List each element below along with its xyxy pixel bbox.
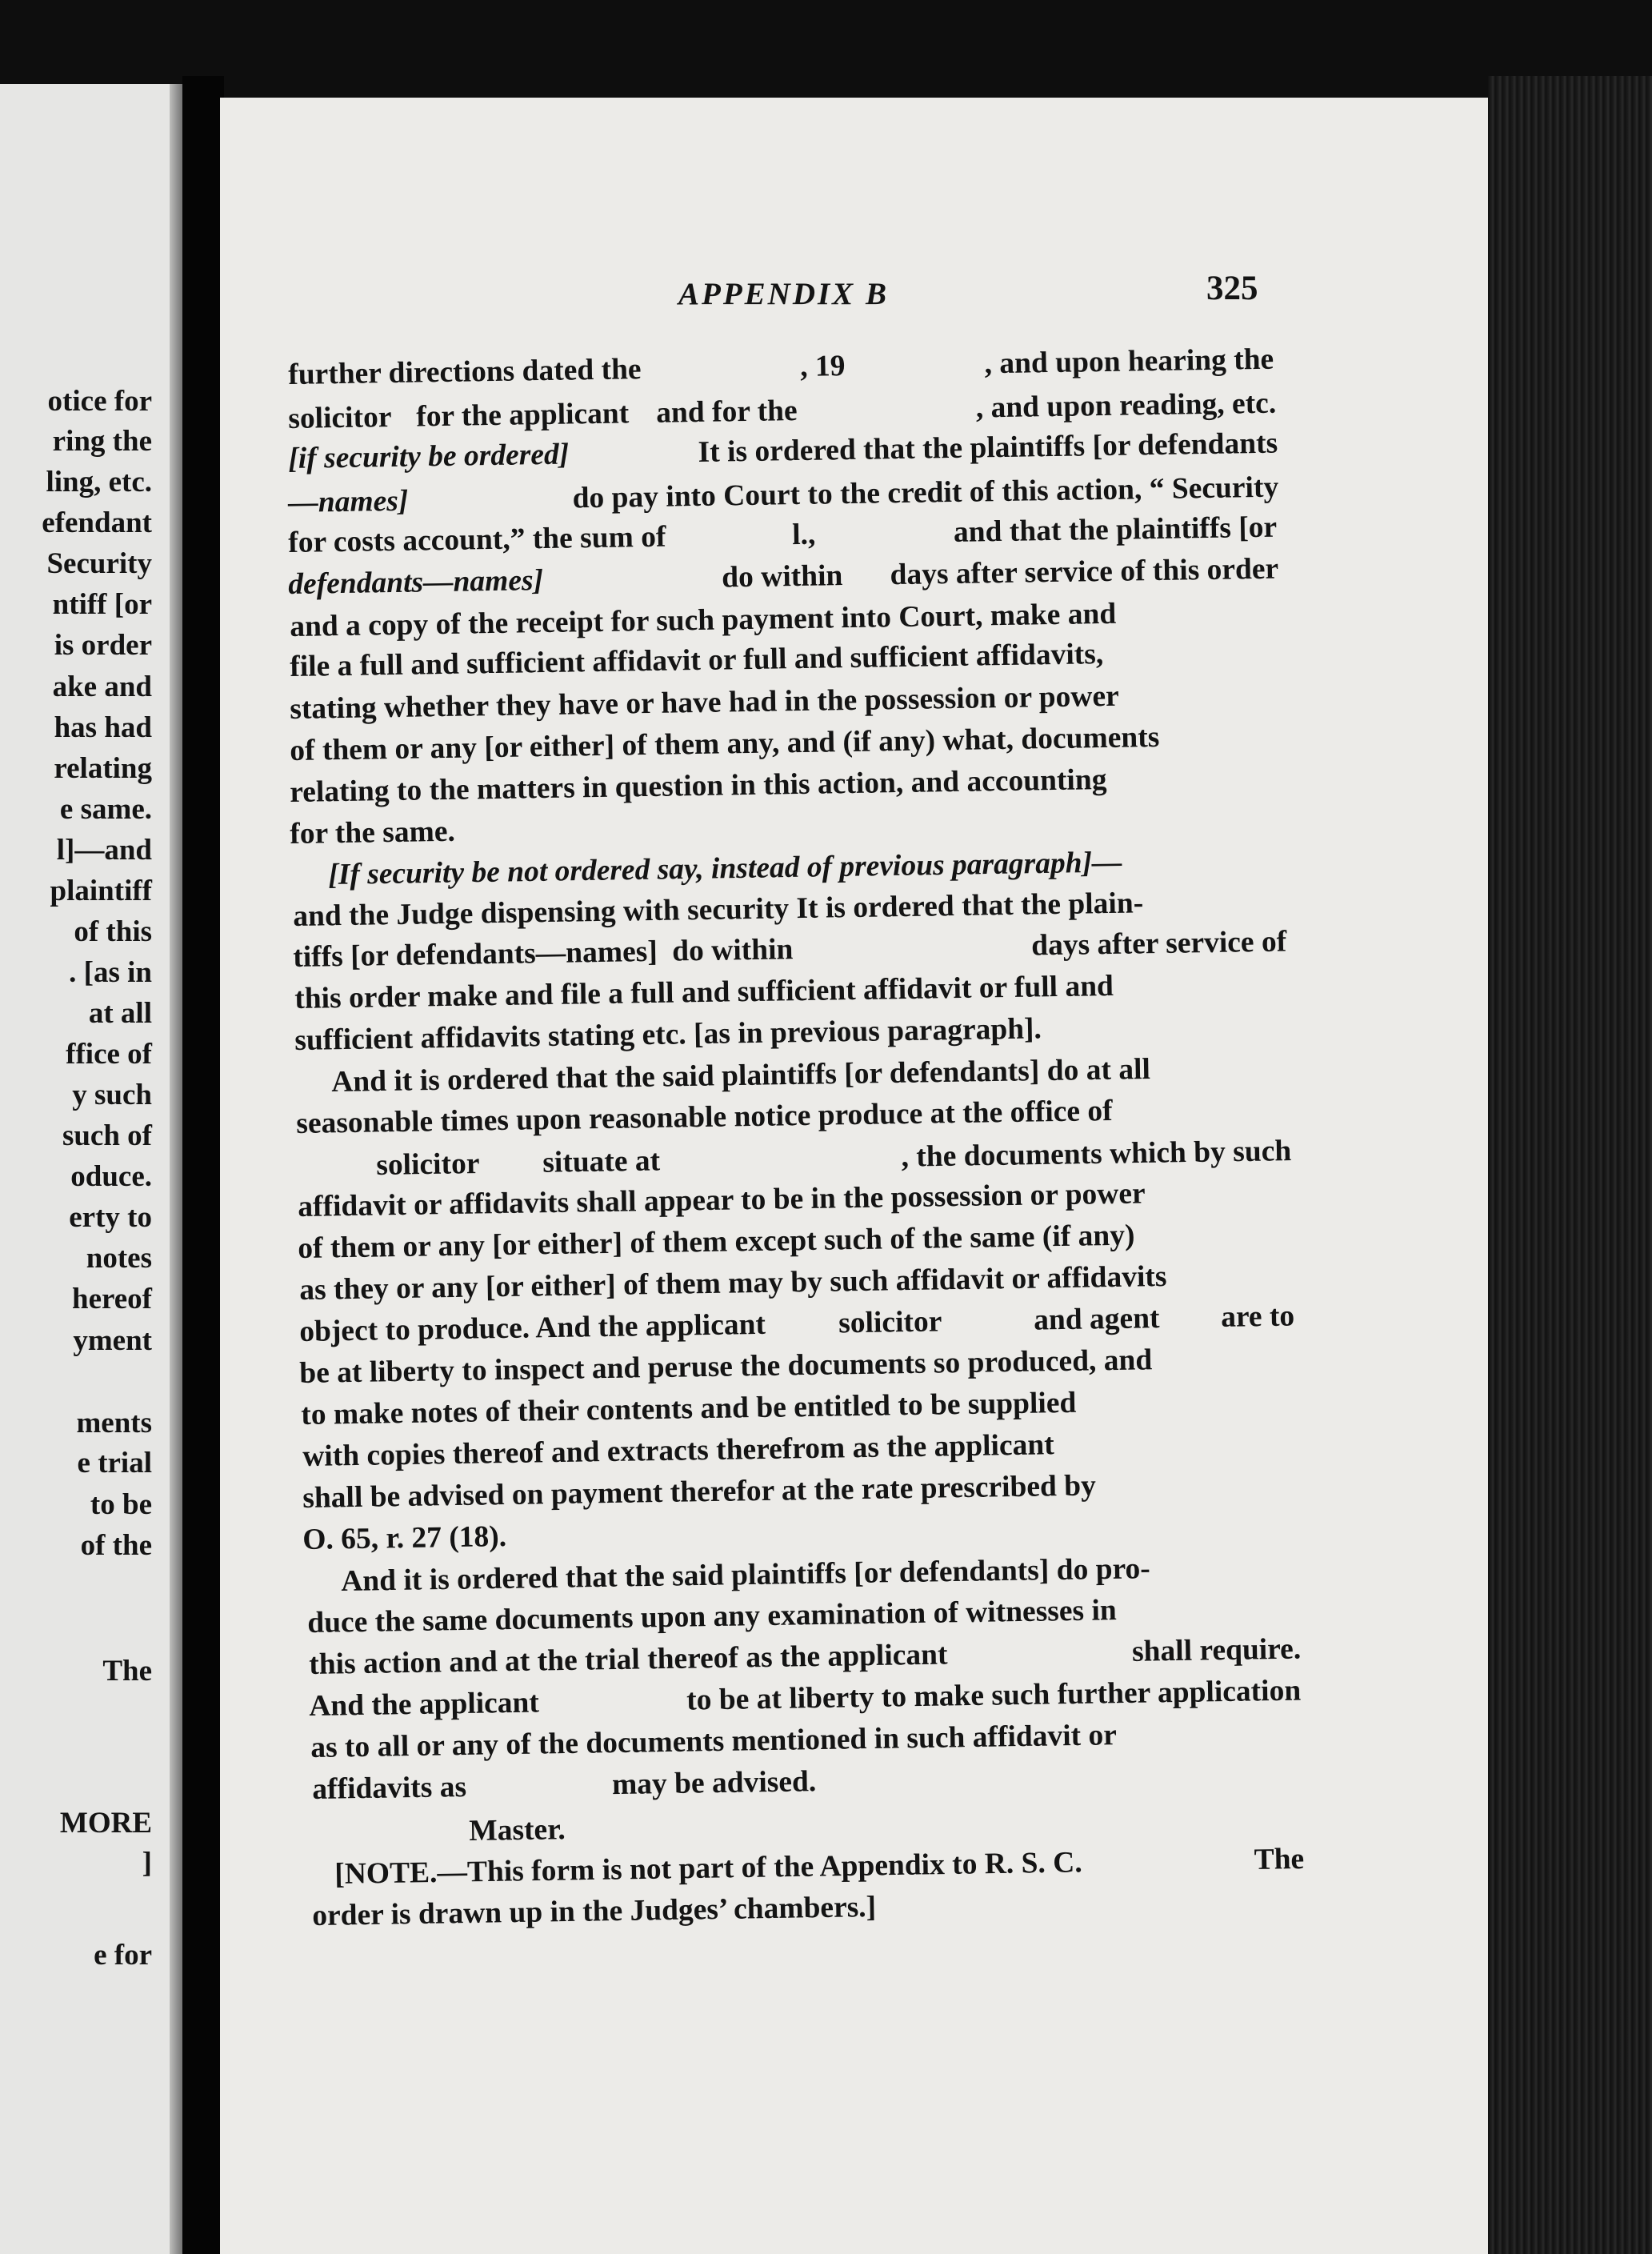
left-page-line-text: plaintiff: [50, 875, 152, 907]
text-segment: [if security be ordered]: [287, 438, 570, 475]
left-page-line: [50, 876, 152, 906]
text-segment: may be advised.: [611, 1765, 817, 1802]
left-page-line-text: oduce.: [70, 1160, 152, 1193]
text-segment: do within: [721, 559, 843, 595]
text-line: [302, 1521, 569, 1560]
text-segment: solicitor: [838, 1305, 942, 1340]
text-segment: do within: [671, 933, 794, 968]
left-page-line: [57, 835, 152, 865]
left-page-line: [74, 917, 152, 947]
text-segment: and the Judge dispensing with security It is ordered that the plain-: [292, 887, 1144, 933]
left-page-line-text: e same.: [59, 793, 152, 826]
text-segment: object to produce. And the applicant: [298, 1307, 766, 1348]
left-page-line-text: y such: [72, 1079, 152, 1111]
text-segment: And the applicant: [308, 1686, 540, 1723]
left-page-line: [54, 631, 152, 660]
left-page-line-text: The: [102, 1655, 152, 1687]
left-page-line: [89, 999, 152, 1028]
left-page-line-text: ling, etc.: [46, 466, 152, 498]
text-segment: [NOTE.—This form is not part of the Appendix to R. S. C.: [334, 1846, 1082, 1891]
left-page-line-text: of the: [80, 1529, 152, 1562]
left-page-line: [60, 795, 152, 824]
text-segment: relating to the matters in question in this action, and accounting: [289, 763, 1107, 809]
text-segment: affidavit or affidavits shall appear to be in the possession or power: [297, 1177, 1146, 1223]
text-segment: , the documents which by such: [901, 1135, 1292, 1174]
text-segment: tiffs [or defendants—names]: [292, 935, 658, 974]
text-segment: stating whether they have or have had in the possession or power: [289, 679, 1120, 726]
left-page-line: [81, 1531, 152, 1560]
left-page-line-text: has had: [54, 711, 152, 744]
left-page-line-text: notes: [86, 1242, 152, 1275]
text-segment: file a full and sufficient affidavit or full and sufficient affidavits,: [289, 638, 1104, 683]
left-page-line: [72, 1284, 152, 1314]
left-page-line-text: l]—and: [56, 834, 152, 867]
left-page-line: [102, 1656, 152, 1686]
text-line: [290, 813, 697, 855]
left-page-line: [78, 1448, 152, 1478]
left-page-line: [72, 1080, 152, 1110]
left-page-line: [53, 672, 152, 702]
left-page-line: [90, 1490, 152, 1519]
text-segment: this action and at the trial thereof as the applicant: [308, 1638, 948, 1681]
left-page-line: [53, 590, 152, 619]
text-segment: be at liberty to inspect and peruse the documents so produced, and: [298, 1343, 1153, 1390]
left-page-line-text: such of: [62, 1119, 152, 1152]
text-segment: , and upon hearing the: [984, 342, 1274, 381]
left-page-line: [54, 754, 152, 783]
text-segment: The: [1254, 1842, 1305, 1876]
text-segment: are to: [1220, 1299, 1295, 1334]
text-segment: of them or any [or either] of them any, and (if any) what, documents: [289, 720, 1160, 767]
page-edges: [1488, 76, 1652, 2254]
text-segment: And it is ordered that the said plaintiffs [or defendants] do pro-: [340, 1552, 1151, 1598]
left-page-line-text: hereof: [72, 1283, 152, 1315]
left-page-line: [46, 549, 152, 579]
text-segment: affidavits as: [311, 1770, 467, 1806]
left-page-line-text: . [as in: [69, 956, 152, 989]
left-page-line-text: e for: [94, 1939, 152, 1972]
text-segment: with copies thereof and extracts therefrom as the applicant: [302, 1428, 1054, 1473]
text-segment: situate at: [542, 1144, 661, 1179]
left-page-line: [60, 1808, 152, 1838]
text-segment: sufficient affidavits stating etc. [as in previous paragraph].: [294, 1012, 1042, 1057]
text-segment: as they or any [or either] of them may by such affidavit or affidavits: [298, 1259, 1167, 1307]
left-page-line-text: of this: [74, 915, 152, 948]
text-segment: to be at liberty to make such further application: [686, 1674, 1302, 1717]
book-spine: [182, 76, 224, 2254]
left-page-line: [66, 1039, 152, 1069]
left-page-line: [70, 1162, 152, 1191]
text-segment: It is ordered that the plaintiffs [or defendants: [698, 426, 1278, 469]
left-page-line-text: ments: [76, 1407, 152, 1439]
left-page-line: [46, 467, 152, 497]
left-page-line: [54, 713, 152, 743]
left-page-line: [142, 1848, 152, 1878]
text-segment: shall require.: [1131, 1632, 1302, 1668]
left-page-line-text: ring the: [52, 425, 152, 458]
text-segment: , and upon reading, etc.: [975, 386, 1277, 425]
left-page-line-text: yment: [73, 1324, 152, 1357]
text-segment: —names]: [287, 484, 409, 519]
text-segment: shall be advised on payment therefor at the rate prescribed by: [302, 1469, 1097, 1515]
left-page-line-text: ffice of: [66, 1038, 152, 1071]
running-header: APPENDIX B: [678, 277, 889, 311]
text-segment: for costs account,” the sum of: [287, 520, 666, 559]
left-page-line-text: ]: [142, 1847, 152, 1880]
text-segment: seasonable times upon reasonable notice produce at the office of: [295, 1094, 1113, 1140]
left-page-line: [62, 1121, 152, 1151]
left-page-line-text: to be: [90, 1488, 152, 1521]
text-segment: for the same.: [289, 815, 456, 851]
text-segment: defendants—names]: [287, 563, 544, 601]
left-page-line-text: e trial: [77, 1447, 152, 1479]
text-segment: further directions dated the: [287, 353, 642, 391]
text-segment: order is drawn up in the Judges’ chambers.]: [311, 1890, 877, 1932]
text-segment: l.,: [791, 518, 816, 552]
text-segment: days after service of this order: [890, 552, 1279, 592]
left-page-line-text: efendant: [42, 506, 152, 539]
text-segment: to make notes of their contents and be entitled to be supplied: [300, 1386, 1077, 1431]
left-page-line-text: at all: [88, 997, 152, 1030]
left-page-line: [86, 1243, 152, 1273]
text-segment: and a copy of the receipt for such payment into Court, make and: [289, 597, 1117, 643]
text-segment: this order make and file a full and sufficient affidavit or full and: [294, 969, 1114, 1015]
left-page-line-text: relating: [54, 752, 152, 785]
left-page-line-text: otice for: [47, 385, 152, 418]
left-page-line-text: ake and: [52, 671, 152, 703]
left-page: [0, 84, 184, 2254]
left-page-line: [69, 958, 152, 987]
text-segment: as to all or any of the documents mentioned in such affidavit or: [310, 1719, 1118, 1764]
text-segment: Master.: [468, 1813, 566, 1848]
text-segment: and for the: [655, 394, 798, 430]
text-segment: of them or any [or either] of them except such of the same (if any): [297, 1219, 1135, 1265]
text-segment: do pay into Court to the credit of this action, “ Security: [572, 470, 1279, 515]
left-page-line: [76, 1408, 152, 1438]
left-page-line: [69, 1203, 152, 1232]
left-page-line-text: ntiff [or: [52, 588, 152, 621]
text-segment: O. 65, r. 27 (18).: [302, 1519, 507, 1556]
left-page-line: [48, 386, 152, 416]
text-segment: [If security be not ordered say, instead of previous paragraph]—: [327, 846, 1122, 891]
text-segment: days after service of: [1030, 925, 1287, 963]
left-page-line: [42, 508, 152, 538]
left-page-line: [94, 1940, 152, 1970]
left-page-line-text: Security: [46, 547, 152, 580]
left-page-line: [73, 1326, 152, 1355]
left-page-line-text: MORE: [59, 1807, 152, 1840]
text-line: [469, 1815, 585, 1852]
text-segment: duce the same documents upon any examination of witnesses in: [306, 1594, 1118, 1639]
text-segment: and that the plaintiffs [or: [953, 510, 1278, 549]
text-segment: , 19: [799, 350, 846, 383]
text-segment: solicitor: [375, 1147, 480, 1182]
left-page-line-text: is order: [54, 629, 152, 662]
text-segment: for the applicant: [415, 397, 630, 434]
text-segment: and agent: [1033, 1302, 1160, 1337]
left-page-line-text: erty to: [69, 1201, 152, 1234]
text-segment: solicitor: [287, 400, 392, 435]
text-segment: And it is ordered that the said plaintiffs [or defendants] do at all: [330, 1052, 1151, 1099]
page-number: 325: [1206, 270, 1258, 307]
left-page-line: [53, 426, 152, 456]
